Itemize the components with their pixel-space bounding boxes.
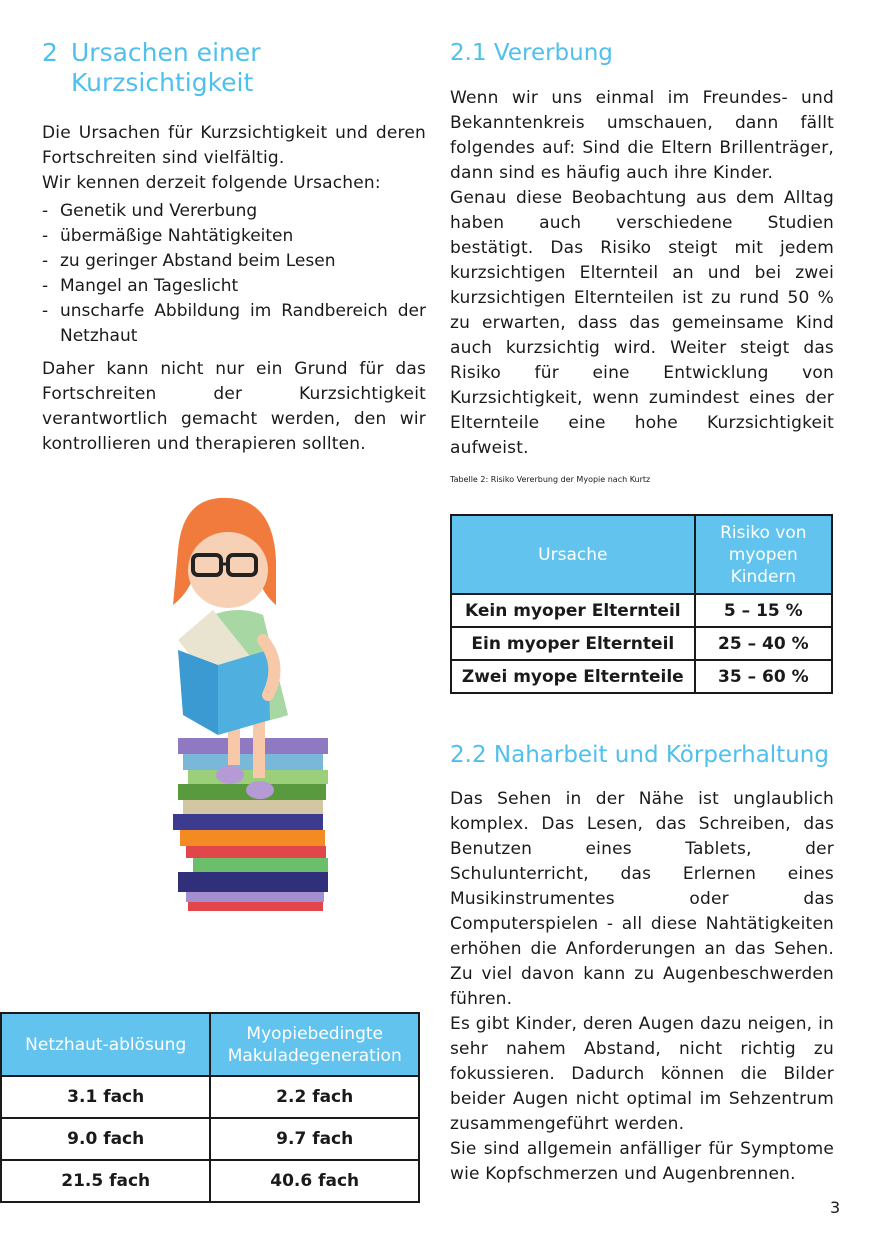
subsection-heading-naharbeit: 2.2 Naharbeit und Körperhaltung: [450, 742, 829, 768]
right-column-lower: [450, 740, 834, 1187]
table-caption: Tabelle 2: Risiko Vererbung der Myopie nach Kurtz: [450, 475, 651, 484]
table-header: Myopiebedingte Makuladegeneration: [210, 1013, 419, 1076]
causes-list: [42, 199, 426, 349]
section-title: [71, 38, 261, 98]
factor-table: [0, 1012, 420, 1203]
table-cell: 9.0 fach: [1, 1118, 210, 1160]
page-number: 3: [830, 1198, 841, 1217]
paragraph: Es gibt Kinder, deren Augen dazu neigen, in sehr nahem Abstand, nicht richtig zu fokussieren. Dadurch können die Bilder beider Augen nicht optimal im Sehzentrum zusammengeführt werden.: [450, 1014, 834, 1134]
left-column: [42, 38, 426, 457]
intro-paragraph-2: Wir kennen derzeit folgende Ursachen:: [42, 173, 381, 193]
table-header: Risiko von myopen Kindern: [695, 515, 832, 594]
table-cell: Ein myoper Elternteil: [451, 627, 695, 660]
paragraph: Wenn wir uns einmal im Freundes- und Bekanntenkreis umschauen, dann fällt folgendes auf: Sind die Eltern Brillenträger, dann sind es häufig auch ihre Kinder.: [450, 88, 834, 183]
section-title-line2: Kurzsichtigkeit: [71, 68, 254, 97]
conclusion-paragraph: Daher kann nicht nur ein Grund für das Fortschreiten der Kurzsichtigkeit verantwortlich gemacht werden, den wir kontrollieren und therapieren sollten.: [42, 359, 426, 454]
list-item: - unscharfe Abbildung im Randbereich der Netzhaut: [42, 299, 426, 349]
table-cell: 5 – 15 %: [695, 594, 832, 627]
table-header: Netzhaut-ablösung: [1, 1013, 210, 1076]
table-header: Ursache: [451, 515, 695, 594]
table-cell: 35 – 60 %: [695, 660, 832, 693]
table-cell: 9.7 fach: [210, 1118, 419, 1160]
section-number: 2: [42, 38, 58, 67]
table-header-row: [1, 1013, 419, 1076]
table-cell: 2.2 fach: [210, 1076, 419, 1118]
table-row: [1, 1160, 419, 1202]
table-row: [451, 660, 832, 693]
list-item: - Mangel an Tageslicht: [42, 274, 426, 299]
list-item: - Genetik und Vererbung: [42, 199, 426, 224]
table-row: [1, 1118, 419, 1160]
paragraph: Das Sehen in der Nähe ist unglaublich komplex. Das Lesen, das Schreiben, das Benutzen eines Tablets, der Schulunterricht, das Erlernen eines Musikinstrumentes oder das Computerspielen - all diese Nahtätigkeiten erhöhen die Anforderungen an das Sehen. Zu viel davon kann zu Augenbeschwerden führen.: [450, 789, 834, 1009]
section-heading: [42, 38, 426, 98]
paragraph: Sie sind allgemein anfälliger für Symptome wie Kopfschmerzen und Augenbrennen.: [450, 1139, 834, 1184]
table-row: [451, 594, 832, 627]
section-title-line1: Ursachen einer: [71, 38, 261, 67]
paragraph: Genau diese Beobachtung aus dem Alltag haben auch verschiedene Studien bestätigt. Das Risiko steigt mit jedem kurzsichtigen Elternteil an und bei zwei kurzsichtigen Elternteilen ist zu rund 50 % zu erwarten, dass das gemeinsame Kind auch kurzsichtig wird. Weiter steigt das Risiko für eine Entwicklung von Kurzsichtigkeit, wenn zumindest eines der Elternteile eine hohe Kurzsichtigkeit aufweist.: [450, 188, 834, 458]
table-header-row: [451, 515, 832, 594]
intro-paragraph: Die Ursachen für Kurzsichtigkeit und deren Fortschreiten sind vielfältig.: [42, 123, 426, 168]
book-stack: [173, 738, 328, 911]
list-item: - zu geringer Abstand beim Lesen: [42, 249, 426, 274]
right-column: [450, 38, 834, 485]
table-row: [1, 1076, 419, 1118]
table-row: [451, 627, 832, 660]
table-cell: 40.6 fach: [210, 1160, 419, 1202]
table-cell: 25 – 40 %: [695, 627, 832, 660]
table-cell: Kein myoper Elternteil: [451, 594, 695, 627]
table-cell: Zwei myope Elternteile: [451, 660, 695, 693]
table-cell: 21.5 fach: [1, 1160, 210, 1202]
subsection-heading-vererbung: 2.1 Vererbung: [450, 40, 613, 66]
table-cell: 3.1 fach: [1, 1076, 210, 1118]
list-item: - übermäßige Nahtätigkeiten: [42, 224, 426, 249]
girl-reading-illustration: [158, 490, 358, 920]
risk-table: [450, 514, 833, 694]
